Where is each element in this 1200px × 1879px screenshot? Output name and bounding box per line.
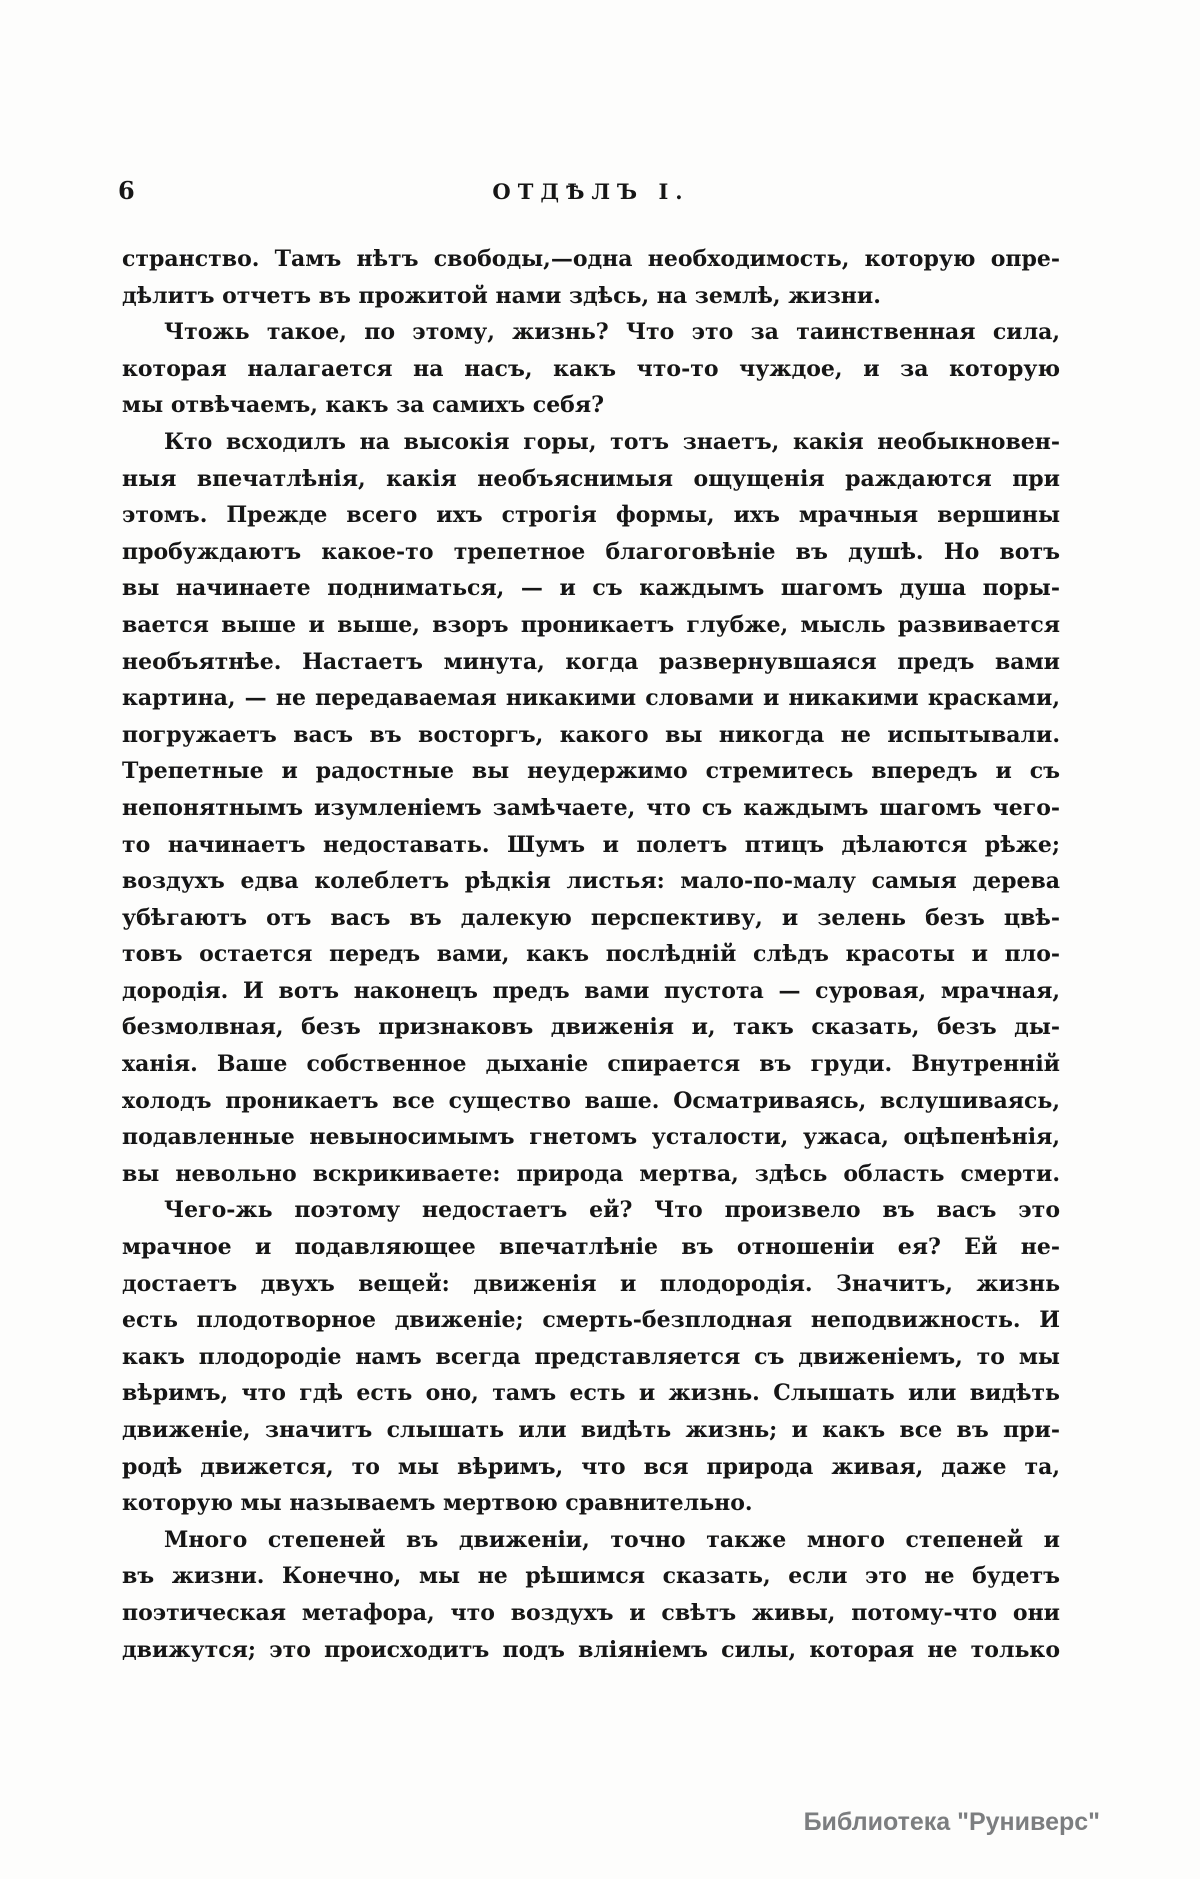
text-line: то начинаетъ недоставать. Шумъ и полетъ птицъ дѣлаются рѣже; [122,831,1060,858]
text-line: убѣгаютъ отъ васъ въ далекую перспективу, и зелень безъ цвѣ- [122,904,1060,931]
text-line: Чего-жь поэтому недостаетъ ей? Что произвело въ васъ это [164,1197,1060,1224]
text-line: какъ плодородіе намъ всегда представляется съ движеніемъ, то мы [122,1343,1060,1370]
text-line: ханія. Ваше собственное дыханіе спирается въ груди. Внутренній [122,1051,1060,1078]
library-watermark: Библиотека "Руниверс" [803,1808,1100,1836]
text-line: родѣ движется, то мы вѣримъ, что вся природа живая, даже та, [122,1453,1060,1480]
text-line: ныя впечатлѣнія, какія необъяснимыя ощущенія раждаются при [122,465,1060,492]
text-line: вѣримъ, что гдѣ есть оно, тамъ есть и жизнь. Слышать или видѣть [122,1380,1060,1407]
text-line: необъятнѣе. Настаетъ минута, когда развернувшаяся предъ вами [122,648,1060,675]
text-line: мы отвѣчаемъ, какъ за самихъ себя? [122,392,605,419]
text-line: мрачное и подавляющее впечатлѣніе въ отношеніи ея? Ей не- [122,1234,1060,1261]
text-line: странство. Тамъ нѣтъ свободы,—одна необходимость, которую опре- [122,246,1060,272]
text-line: непонятнымъ изумленіемъ замѣчаете, что съ каждымъ шагомъ чего- [122,794,1060,821]
text-line: Чтожь такое, по этому, жизнь? Что это за таинственная сила, [164,319,1060,346]
text-line: поэтическая метафора, что воздухъ и свѣтъ живы, потому-что они [122,1599,1060,1626]
text-line: которая налагается на насъ, какъ что-то чуждое, и за которую [122,355,1060,382]
text-line: холодъ проникаетъ все существо ваше. Осматриваясь, вслушиваясь, [122,1087,1060,1114]
body-text [122,241,1060,1668]
text-line: движеніе, значитъ слышать или видѣть жизнь; и какъ все въ при- [122,1417,1060,1443]
running-title: ОТДѢЛЪ I. [492,179,690,204]
page-number: 6 [118,176,135,205]
text-line: дѣлитъ отчетъ въ прожитой нами здѣсь, на землѣ, жизни. [122,282,881,309]
text-line: Трепетные и радостные вы неудержимо стремитесь впередъ и съ [122,758,1060,785]
text-line: движутся; это происходитъ подъ вліяніемъ силы, которая не только [122,1636,1060,1663]
text-line: дородія. И вотъ наконецъ предъ вами пустота — суровая, мрачная, [122,977,1060,1004]
text-line: Кто всходилъ на высокія горы, тотъ знаетъ, какія необыкновен- [164,428,1060,455]
text-line: которую мы называемъ мертвою сравнительно. [122,1490,753,1517]
text-line: товъ остается передъ вами, какъ послѣдній слѣдъ красоты и пло- [122,941,1060,968]
text-line: есть плодотворное движеніе; смерть-безплодная неподвижность. И [122,1307,1060,1334]
text-line: погружаетъ васъ въ восторгъ, какого вы никогда не испытывали. [122,721,1060,748]
text-line: вается выше и выше, взоръ проникаетъ глубже, мысль развивается [122,611,1060,638]
text-line: вы невольно вскрикиваете: природа мертва, здѣсь область смерти. [122,1160,1060,1187]
text-line: воздухъ едва колеблетъ рѣдкія листья: мало-по-малу самыя дерева [122,868,1060,895]
text-line: пробуждаютъ какое-то трепетное благоговѣніе въ душѣ. Но вотъ [122,538,1060,565]
text-line: картина, — не передаваемая никакими словами и никакими красками, [122,685,1060,712]
text-line: достаетъ двухъ вещей: движенія и плодородія. Значитъ, жизнь [122,1270,1060,1297]
text-line: безмолвная, безъ признаковъ движенія и, такъ сказать, безъ ды- [122,1014,1060,1041]
text-line: этомъ. Прежде всего ихъ строгія формы, ихъ мрачныя вершины [122,502,1060,529]
text-line: подавленные невыносимымъ гнетомъ усталости, ужаса, оцѣпенѣнія, [122,1124,1060,1151]
text-line: въ жизни. Конечно, мы не рѣшимся сказать, если это не будетъ [122,1563,1060,1590]
text-line: Много степеней въ движеніи, точно также много степеней и [164,1526,1060,1553]
text-line: вы начинаете подниматься, — и съ каждымъ шагомъ душа поры- [122,575,1060,602]
